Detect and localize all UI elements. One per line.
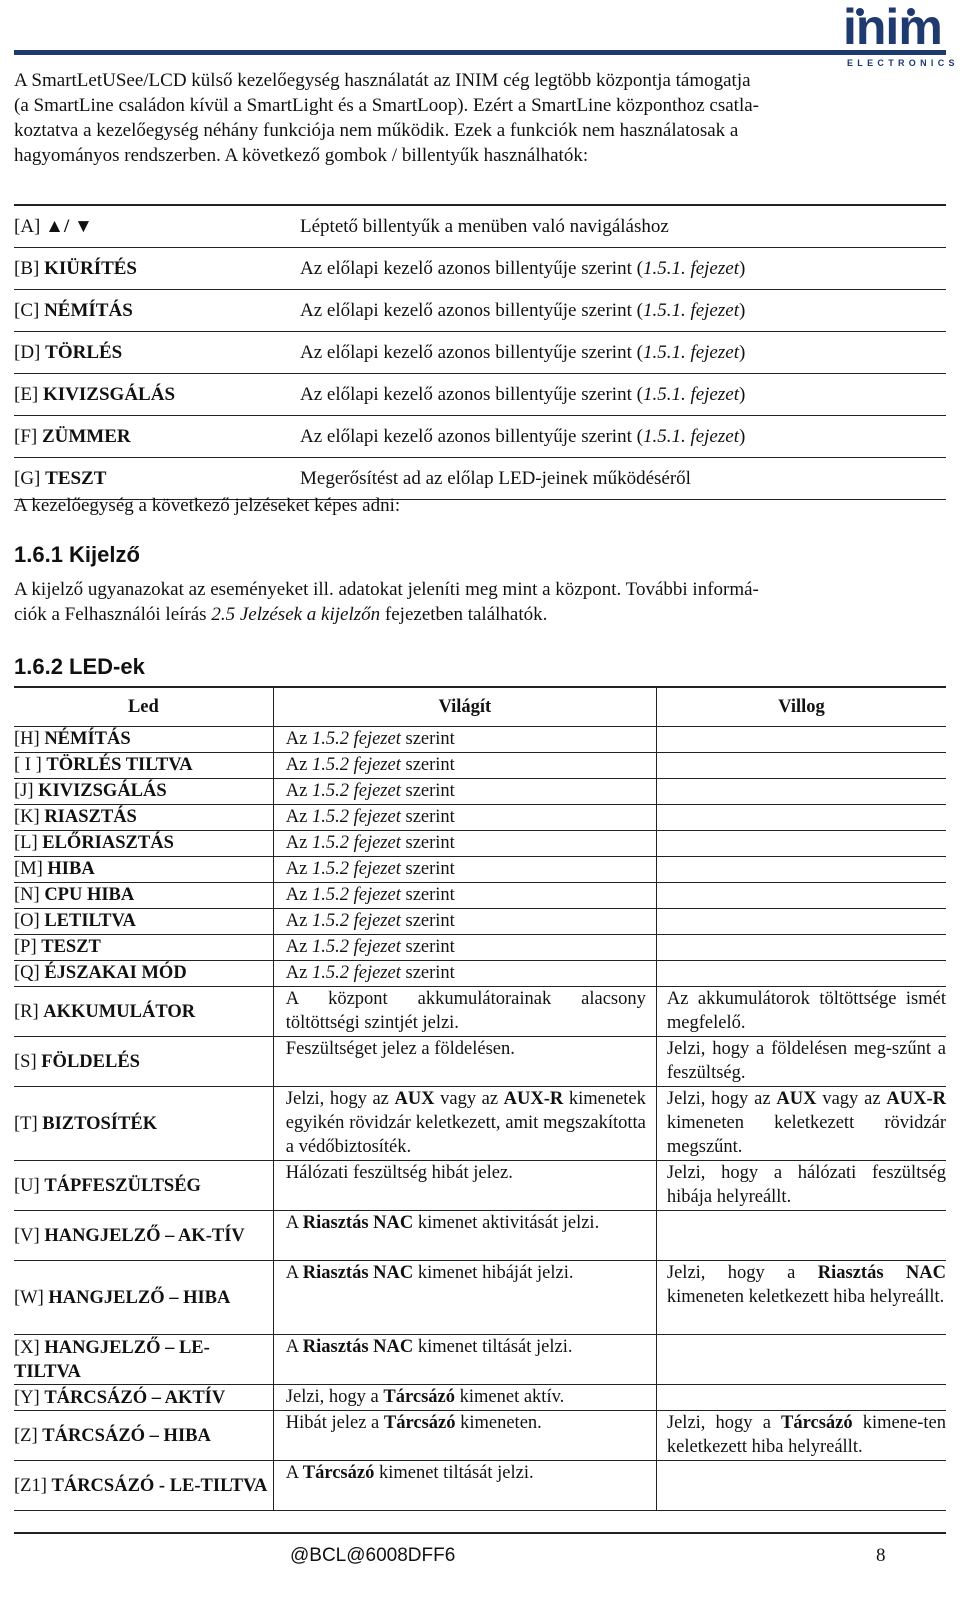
key-name: ▲/ ▼	[45, 215, 93, 237]
key-desc-cell	[300, 332, 946, 374]
led-code: [P]	[14, 937, 37, 957]
vilagit-cell	[273, 805, 656, 831]
led-code: [S]	[14, 1051, 37, 1072]
led-name: RIASZTÁS	[44, 807, 137, 827]
text: A	[285, 1213, 303, 1233]
led-name: TÁRCSÁZÓ – AKTÍV	[44, 1387, 226, 1408]
led-name: LETILTVA	[44, 911, 136, 931]
bold-term: AUX-R	[503, 1089, 564, 1109]
led-code: [O]	[14, 911, 40, 931]
led-name: HANGJELZŐ – AK-TÍV	[44, 1225, 245, 1246]
led-name: ÉJSZAKAI MÓD	[44, 963, 187, 983]
villog-cell	[656, 987, 946, 1037]
text: Jelzi, hogy a	[666, 1263, 818, 1283]
text: fejezetben találhatók.	[380, 604, 548, 625]
villog-cell	[656, 1385, 946, 1411]
intro-line: hagyományos rendszerben. A következő gombok / billentyűk használhatók:	[14, 145, 589, 166]
text: kimeneten keletkezett rövidzár megszűnt.	[666, 1113, 946, 1157]
text: szerint	[400, 911, 455, 931]
key-desc-cell	[300, 374, 946, 416]
led-cell	[14, 831, 273, 857]
bold-term: Riasztás NAC	[302, 1213, 414, 1233]
footer-code: @BCL@6008DFF6	[290, 1545, 456, 1566]
text: Az	[285, 833, 312, 853]
page-number: 8	[876, 1545, 886, 1566]
chapter-ref: 1.5.2 fejezet	[311, 807, 401, 827]
kijelzo-line	[14, 602, 946, 627]
led-cell	[14, 805, 273, 831]
bold-term: Riasztás NAC	[817, 1263, 946, 1283]
led-cell	[14, 1037, 273, 1087]
key-cell	[14, 416, 300, 458]
col-header-vilagit: Világít	[273, 687, 656, 727]
led-row	[14, 1411, 946, 1461]
villog-cell	[656, 1037, 946, 1087]
keys-table	[14, 204, 946, 500]
text: Hibát jelez a	[285, 1413, 384, 1433]
text: Az	[285, 755, 312, 775]
led-cell	[14, 1385, 273, 1411]
vilagit-cell	[273, 1087, 656, 1161]
key-desc-cell	[300, 416, 946, 458]
key-name: KIÜRÍTÉS	[44, 257, 137, 279]
led-row	[14, 961, 946, 987]
key-desc-cell	[300, 290, 946, 332]
text: kimene-ten keletkezett hiba helyreállt.	[666, 1413, 946, 1457]
key-desc: Az előlapi kezelő azonos billentyűje szerint (	[300, 425, 643, 447]
villog-cell	[656, 831, 946, 857]
villog-cell	[656, 1461, 946, 1511]
led-name: KIVIZSGÁLÁS	[38, 781, 167, 801]
text: A	[285, 1337, 303, 1357]
led-row	[14, 1335, 946, 1385]
villog-cell	[656, 857, 946, 883]
led-row	[14, 1037, 946, 1087]
text: Az	[285, 859, 312, 879]
led-name: FÖLDELÉS	[41, 1051, 140, 1072]
text: vagy az	[816, 1089, 887, 1109]
vilagit-cell	[273, 935, 656, 961]
text: kimenet aktív.	[455, 1387, 565, 1407]
led-cell	[14, 961, 273, 987]
led-cell	[14, 857, 273, 883]
villog-cell	[656, 727, 946, 753]
vilagit-cell	[273, 857, 656, 883]
led-row	[14, 1211, 946, 1261]
led-name: BIZTOSÍTÉK	[42, 1113, 158, 1134]
text: szerint	[400, 885, 455, 905]
vilagit-cell	[273, 1211, 656, 1261]
key-desc-cell	[300, 205, 946, 248]
led-code: [W]	[14, 1287, 44, 1308]
text: )	[738, 299, 746, 321]
key-cell	[14, 374, 300, 416]
led-name: AKKUMULÁTOR	[43, 1001, 196, 1022]
led-cell	[14, 1161, 273, 1211]
key-desc: Léptető billentyűk a menüben való navigáláshoz	[300, 215, 669, 237]
villog-cell	[656, 1211, 946, 1261]
key-cell	[14, 332, 300, 374]
led-code: [Z]	[14, 1425, 38, 1446]
text: kimenet aktivitását jelzi.	[413, 1213, 600, 1233]
key-desc: Az előlapi kezelő azonos billentyűje szerint (	[300, 383, 643, 405]
text: kimenet tiltását jelzi.	[413, 1337, 573, 1357]
logo-subtext: ELECTRONICS	[847, 58, 959, 68]
bold-term: Tárcsázó	[383, 1413, 456, 1433]
key-row	[14, 416, 946, 458]
villog-cell	[656, 1335, 946, 1385]
led-name: TÁRCSÁZÓ – HIBA	[42, 1425, 211, 1446]
logo-text: inim	[843, 0, 942, 55]
led-cell	[14, 883, 273, 909]
bold-term: Tárcsázó	[781, 1413, 853, 1433]
led-row	[14, 1461, 946, 1511]
text: szerint	[400, 729, 455, 749]
text: kimeneten keletkezett hiba helyreállt.	[666, 1287, 945, 1307]
villog-cell	[656, 935, 946, 961]
chapter-ref: 1.5.1. fejezet	[642, 257, 739, 279]
intro-paragraph	[14, 68, 946, 168]
chapter-ref: 1.5.2 fejezet	[311, 937, 401, 957]
col-header-villog: Villog	[656, 687, 946, 727]
led-code: [Z1]	[14, 1475, 47, 1496]
led-cell	[14, 753, 273, 779]
chapter-ref: 1.5.1. fejezet	[642, 341, 739, 363]
led-name: HANGJELZŐ – LE-TILTVA	[14, 1337, 210, 1382]
key-row	[14, 248, 946, 290]
bold-term: Riasztás NAC	[302, 1337, 414, 1357]
led-code: [L]	[14, 833, 38, 853]
vilagit-cell	[273, 753, 656, 779]
text: Feszültséget jelez a földelésen.	[285, 1039, 515, 1059]
key-name: KIVIZSGÁLÁS	[43, 383, 176, 405]
text: Az	[285, 807, 312, 827]
text: szerint	[400, 833, 455, 853]
text: vagy az	[434, 1089, 504, 1109]
led-row	[14, 779, 946, 805]
villog-cell	[656, 805, 946, 831]
text: szerint	[400, 755, 455, 775]
vilagit-cell	[273, 987, 656, 1037]
led-cell	[14, 1087, 273, 1161]
vilagit-cell	[273, 1411, 656, 1461]
intro-line: A SmartLetUSee/LCD külső kezelőegység használatát az INIM cég legtöbb központja támogatja	[14, 70, 751, 91]
led-code: [U]	[14, 1175, 40, 1196]
text: Az	[285, 729, 312, 749]
col-header-led: Led	[14, 687, 273, 727]
text: Hálózati feszültség hibát jelez.	[285, 1163, 513, 1183]
led-cell	[14, 727, 273, 753]
villog-cell	[656, 961, 946, 987]
text: )	[738, 257, 746, 279]
led-name: HANGJELZŐ – HIBA	[48, 1287, 231, 1308]
intro-line: (a SmartLine családon kívül a SmartLight és a SmartLoop). Ezért a SmartLine központhoz csatla-	[14, 95, 759, 116]
villog-cell	[656, 779, 946, 805]
key-code: [B]	[14, 257, 40, 279]
key-row	[14, 332, 946, 374]
led-row	[14, 1161, 946, 1211]
led-name: TÁPFESZÜLTSÉG	[44, 1175, 201, 1196]
chapter-ref: 1.5.2 fejezet	[311, 755, 401, 775]
text: kimeneten.	[455, 1413, 542, 1433]
bold-term: Tárcsázó	[302, 1463, 375, 1483]
chapter-ref: 1.5.1. fejezet	[642, 383, 739, 405]
chapter-ref: 1.5.2 fejezet	[311, 729, 401, 749]
key-cell	[14, 248, 300, 290]
led-cell	[14, 1261, 273, 1335]
key-name: ZÜMMER	[41, 425, 131, 447]
chapter-ref: 1.5.2 fejezet	[311, 963, 401, 983]
key-desc: Az előlapi kezelő azonos billentyűje szerint (	[300, 341, 643, 363]
led-row	[14, 831, 946, 857]
text: szerint	[400, 781, 455, 801]
text: Jelzi, hogy az	[666, 1089, 777, 1109]
led-row	[14, 1087, 946, 1161]
led-code: [H]	[14, 729, 40, 749]
text: kimenet tiltását jelzi.	[374, 1463, 534, 1483]
vilagit-cell	[273, 883, 656, 909]
villog-cell	[656, 1161, 946, 1211]
led-row	[14, 727, 946, 753]
vilagit-cell	[273, 831, 656, 857]
led-name: TESZT	[41, 937, 101, 957]
text: Jelzi, hogy a	[285, 1387, 384, 1407]
led-row	[14, 935, 946, 961]
bold-term: AUX-R	[886, 1089, 946, 1109]
header-rule	[14, 50, 946, 55]
led-code: [N]	[14, 885, 40, 905]
vilagit-cell	[273, 1385, 656, 1411]
vilagit-cell	[273, 1261, 656, 1335]
text: Jelzi, hogy a	[666, 1413, 782, 1433]
chapter-ref: 1.5.1. fejezet	[642, 425, 739, 447]
bold-term: AUX	[394, 1089, 435, 1109]
bold-term: Riasztás NAC	[302, 1263, 414, 1283]
key-row	[14, 374, 946, 416]
led-cell	[14, 935, 273, 961]
text: Az	[285, 937, 312, 957]
section-title-led: 1.6.2 LED-ek	[14, 654, 145, 679]
led-name: ELŐRIASZTÁS	[42, 833, 174, 853]
led-name: HIBA	[47, 859, 95, 879]
bold-term: AUX	[776, 1089, 817, 1109]
chapter-ref: 1.5.2 fejezet	[311, 781, 401, 801]
text: A	[285, 1463, 303, 1483]
key-name: TESZT	[45, 467, 107, 489]
vilagit-cell	[273, 1335, 656, 1385]
chapter-ref: 2.5 Jelzések a kijelzőn	[211, 604, 381, 625]
text: Az	[285, 911, 312, 931]
key-code: [D]	[14, 341, 41, 363]
led-name: TÁRCSÁZÓ - LE-TILTVA	[51, 1475, 268, 1496]
led-row	[14, 987, 946, 1037]
vilagit-cell	[273, 727, 656, 753]
chapter-ref: 1.5.1. fejezet	[642, 299, 739, 321]
led-row	[14, 883, 946, 909]
text: szerint	[400, 807, 455, 827]
led-row	[14, 857, 946, 883]
villog-cell	[656, 1261, 946, 1335]
key-code: [C]	[14, 299, 40, 321]
villog-cell	[656, 883, 946, 909]
vilagit-cell	[273, 779, 656, 805]
text: Jelzi, hogy a földelésen meg-szűnt a feszültség.	[666, 1039, 946, 1083]
key-cell	[14, 290, 300, 332]
text: kimenetek egyikén rövidzár keletkezett, amit megszakította a védőbiztosíték.	[285, 1089, 646, 1157]
led-row	[14, 909, 946, 935]
led-code: [R]	[14, 1001, 39, 1022]
text: Az	[285, 885, 312, 905]
led-name: NÉMÍTÁS	[44, 729, 131, 749]
key-code: [G]	[14, 467, 41, 489]
text: Jelzi, hogy a hálózati feszültség hibája helyreállt.	[666, 1163, 946, 1207]
led-code: [ I ]	[14, 755, 42, 775]
vilagit-cell	[273, 909, 656, 935]
vilagit-cell	[273, 1461, 656, 1511]
led-code: [K]	[14, 807, 40, 827]
text: kimenet hibáját jelzi.	[413, 1263, 574, 1283]
text: )	[738, 341, 746, 363]
chapter-ref: 1.5.2 fejezet	[311, 859, 401, 879]
text: )	[738, 425, 746, 447]
text: szerint	[400, 963, 455, 983]
key-desc: Megerősítést ad az előlap LED-jeinek működéséről	[300, 467, 691, 489]
text: szerint	[400, 937, 455, 957]
led-cell	[14, 779, 273, 805]
inim-logo	[843, 0, 959, 68]
key-code: [F]	[14, 425, 38, 447]
led-name: CPU HIBA	[44, 885, 135, 905]
led-name: TÖRLÉS TILTVA	[46, 755, 193, 775]
key-cell	[14, 205, 300, 248]
led-code: [Q]	[14, 963, 40, 983]
led-code: [V]	[14, 1225, 40, 1246]
vilagit-cell	[273, 1037, 656, 1087]
key-code: [E]	[14, 383, 39, 405]
kijelzo-line: A kijelző ugyanazokat az eseményeket ill. adatokat jeleníti meg mint a központ. További informá-	[14, 579, 759, 600]
text: Az akkumulátorok töltöttsége ismét megfelelő.	[666, 989, 946, 1033]
led-cell	[14, 1461, 273, 1511]
villog-cell	[656, 1087, 946, 1161]
villog-cell	[656, 909, 946, 935]
text: Az	[285, 781, 312, 801]
led-code: [J]	[14, 781, 34, 801]
text: A	[285, 1263, 303, 1283]
led-row	[14, 1261, 946, 1335]
chapter-ref: 1.5.2 fejezet	[311, 885, 401, 905]
led-code: [M]	[14, 859, 43, 879]
text: A központ akkumulátorainak alacsony töltöttségi szintjét jelzi.	[285, 989, 646, 1033]
key-desc-cell	[300, 248, 946, 290]
villog-cell	[656, 1411, 946, 1461]
key-code: [A]	[14, 215, 41, 237]
section-title-kijelzo: 1.6.1 Kijelző	[14, 542, 140, 567]
led-code: [Y]	[14, 1387, 40, 1408]
footer-rule	[14, 1532, 946, 1534]
chapter-ref: 1.5.2 fejezet	[311, 911, 401, 931]
key-row	[14, 290, 946, 332]
kijelzo-paragraph	[14, 577, 946, 627]
led-row	[14, 753, 946, 779]
key-name: TÖRLÉS	[45, 341, 123, 363]
after-keys-text: A kezelőegység a következő jelzéseket képes adni:	[14, 495, 401, 516]
text: )	[738, 383, 746, 405]
text: Az	[285, 963, 312, 983]
key-name: NÉMÍTÁS	[44, 299, 133, 321]
key-desc: Az előlapi kezelő azonos billentyűje szerint (	[300, 257, 643, 279]
led-table	[14, 686, 946, 1511]
led-cell	[14, 909, 273, 935]
vilagit-cell	[273, 1161, 656, 1211]
key-desc: Az előlapi kezelő azonos billentyűje szerint (	[300, 299, 643, 321]
led-row	[14, 1385, 946, 1411]
led-cell	[14, 1411, 273, 1461]
chapter-ref: 1.5.2 fejezet	[311, 833, 401, 853]
led-cell	[14, 1211, 273, 1261]
text: szerint	[400, 859, 455, 879]
led-cell	[14, 1335, 273, 1385]
intro-line: koztatva a kezelőegység néhány funkciója nem működik. Ezek a funkciók nem használatosak a	[14, 120, 739, 141]
vilagit-cell	[273, 961, 656, 987]
led-cell	[14, 987, 273, 1037]
villog-cell	[656, 753, 946, 779]
bold-term: Tárcsázó	[383, 1387, 455, 1407]
text: ciók a Felhasználói leírás	[14, 604, 212, 625]
led-code: [T]	[14, 1113, 38, 1134]
led-row	[14, 805, 946, 831]
text: Jelzi, hogy az	[285, 1089, 395, 1109]
led-code: [X]	[14, 1337, 40, 1358]
key-row	[14, 205, 946, 248]
